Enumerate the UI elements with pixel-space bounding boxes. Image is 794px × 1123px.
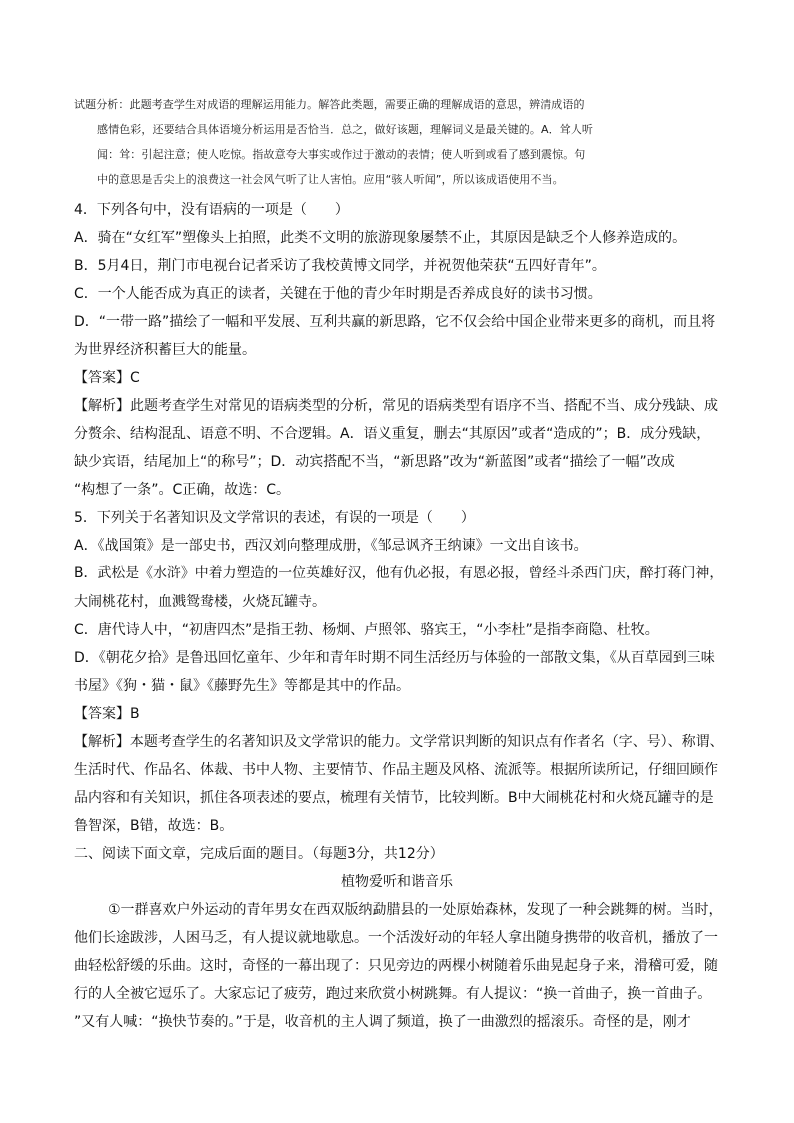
q4-option-d-line1: D．“一带一路”描绘了一幅和平发展、互利共赢的新思路，它不仅会给中国企业带来更多的商机，而且将 [74, 314, 716, 330]
q5-option-d-line1: D．《朝花夕拾》是鲁迅回忆童年、少年和青年时期不同生活经历与体验的一部散文集，《从百草园到三味 [74, 650, 715, 666]
analysis-line-2: 感情色彩，还要结合具体语境分析运用是否恰当．总之，做好该题，理解词义是最关键的。A．耸人听 [97, 123, 594, 136]
q5-explanation-line3: 品内容和有关知识，抓住各项表述的要点，梳理有关情节，比较判断。B中大闹桃花村和火烧瓦罐寺的是 [74, 790, 714, 806]
q5-explanation-line1: 【解析】本题考查学生的名著知识及文学常识的能力。文学常识判断的知识点有作者名（字、号）、称谓、 [74, 734, 724, 750]
article-paragraph-line5: ”又有人喊：“换快节奏的。”于是，收音机的主人调了频道，换了一曲激烈的摇滚乐。奇怪的是，刚才 [74, 1014, 691, 1030]
q5-explanation-line4: 鲁智深，B错，故选：B。 [74, 818, 234, 834]
q5-option-c: C．唐代诗人中，“初唐四杰”是指王勃、杨炯、卢照邻、骆宾王，“小李杜”是指李商隐、杜牧。 [74, 622, 659, 638]
q4-explanation-line4: “构想了一条”。C正确，故选：C。 [74, 482, 291, 498]
analysis-line-3: 闻：耸：引起注意；使人吃惊。指故意夸大事实或作过于激动的表情；使人听到或看了感到震惊。句 [97, 148, 586, 161]
q5-stem: 5．下列关于名著知识及文学常识的表述，有误的一项是（ ） [74, 510, 475, 526]
q4-explanation-line1: 【解析】此题考查学生对常见的语病类型的分析，常见的语病类型有语序不当、搭配不当、成分残缺、成 [74, 398, 718, 414]
q5-option-d-line2: 书屋》《狗・猫・鼠》《藤野先生》等都是其中的作品。 [74, 678, 410, 694]
q5-explanation-line2: 生活时代、作品名、体裁、书中人物、主要情节、作品主题及风格、流派等。根据所读所记，仔细回顾作 [74, 762, 718, 778]
q4-option-c: C．一个人能否成为真正的读者，关键在于他的青少年时期是否养成良好的读书习惯。 [74, 286, 602, 302]
q4-explanation-line2: 分赘余、结构混乱、语意不明、不合逻辑。A．语义重复，删去“其原因”或者“造成的”；B．成分残缺， [74, 426, 711, 442]
section-heading: 二、阅读下面文章，完成后面的题目。（每题3分，共12分） [74, 846, 444, 862]
q5-answer: 【答案】B [74, 706, 140, 722]
article-paragraph-line4: 行的人全被它逗乐了。大家忘记了疲劳，跑过来欣赏小树跳舞。有人提议：“换一首曲子，换一首曲子。 [74, 986, 712, 1002]
q4-option-d-line2: 为世界经济积蓄巨大的能量。 [74, 342, 256, 358]
q5-option-a: A．《战国策》是一部史书，西汉刘向整理成册，《邹忌讽齐王纳谏》一文出自该书。 [74, 538, 588, 554]
q5-option-b-line2: 大闹桃花村，血溅鸳鸯楼，火烧瓦罐寺。 [74, 594, 326, 610]
analysis-line-1: 试题分析：此题考查学生对成语的理解运用能力。解答此类题，需要正确的理解成语的意思，辨清成语的 [74, 98, 585, 111]
article-paragraph-line1: ①一群喜欢户外运动的青年男女在西双版纳勐腊县的一处原始森林，发现了一种会跳舞的树。当时， [108, 902, 723, 918]
q4-option-b: B．5月4日，荆门市电视台记者采访了我校黄博文同学，并祝贺他荣获“五四好青年”。 [74, 258, 606, 274]
article-paragraph-line2: 他们长途跋涉，人困马乏，有人提议就地歇息。一个活泼好动的年轻人拿出随身携带的收音机，播放了一 [74, 930, 718, 946]
q4-stem: 4．下列各句中，没有语病的一项是（ ） [74, 202, 349, 218]
q4-answer: 【答案】C [74, 370, 140, 386]
q4-option-a: A．骑在“女红军”塑像头上拍照，此类不文明的旅游现象屡禁不止，其原因是缺乏个人修养造成的。 [74, 230, 687, 246]
q4-explanation-line3: 缺少宾语，结尾加上“的称号”；D．动宾搭配不当，“新思路”改为“新蓝图”或者“描绘了一幅”改成 [74, 454, 675, 470]
article-title: 植物爱听和谐音乐 [341, 874, 453, 890]
article-paragraph-line3: 曲轻松舒缓的乐曲。这时，奇怪的一幕出现了：只见旁边的两棵小树随着乐曲晃起身子来，滑稽可爱，随 [74, 958, 718, 974]
analysis-line-4: 中的意思是舌尖上的浪费这一社会风气听了让人害怕。应用“骇人听闻”，所以该成语使用不当。 [97, 173, 564, 186]
q5-option-b-line1: B．武松是《水浒》中着力塑造的一位英雄好汉，他有仇必报，有恩必报，曾经斗杀西门庆，醉打蒋门神， [74, 565, 724, 581]
